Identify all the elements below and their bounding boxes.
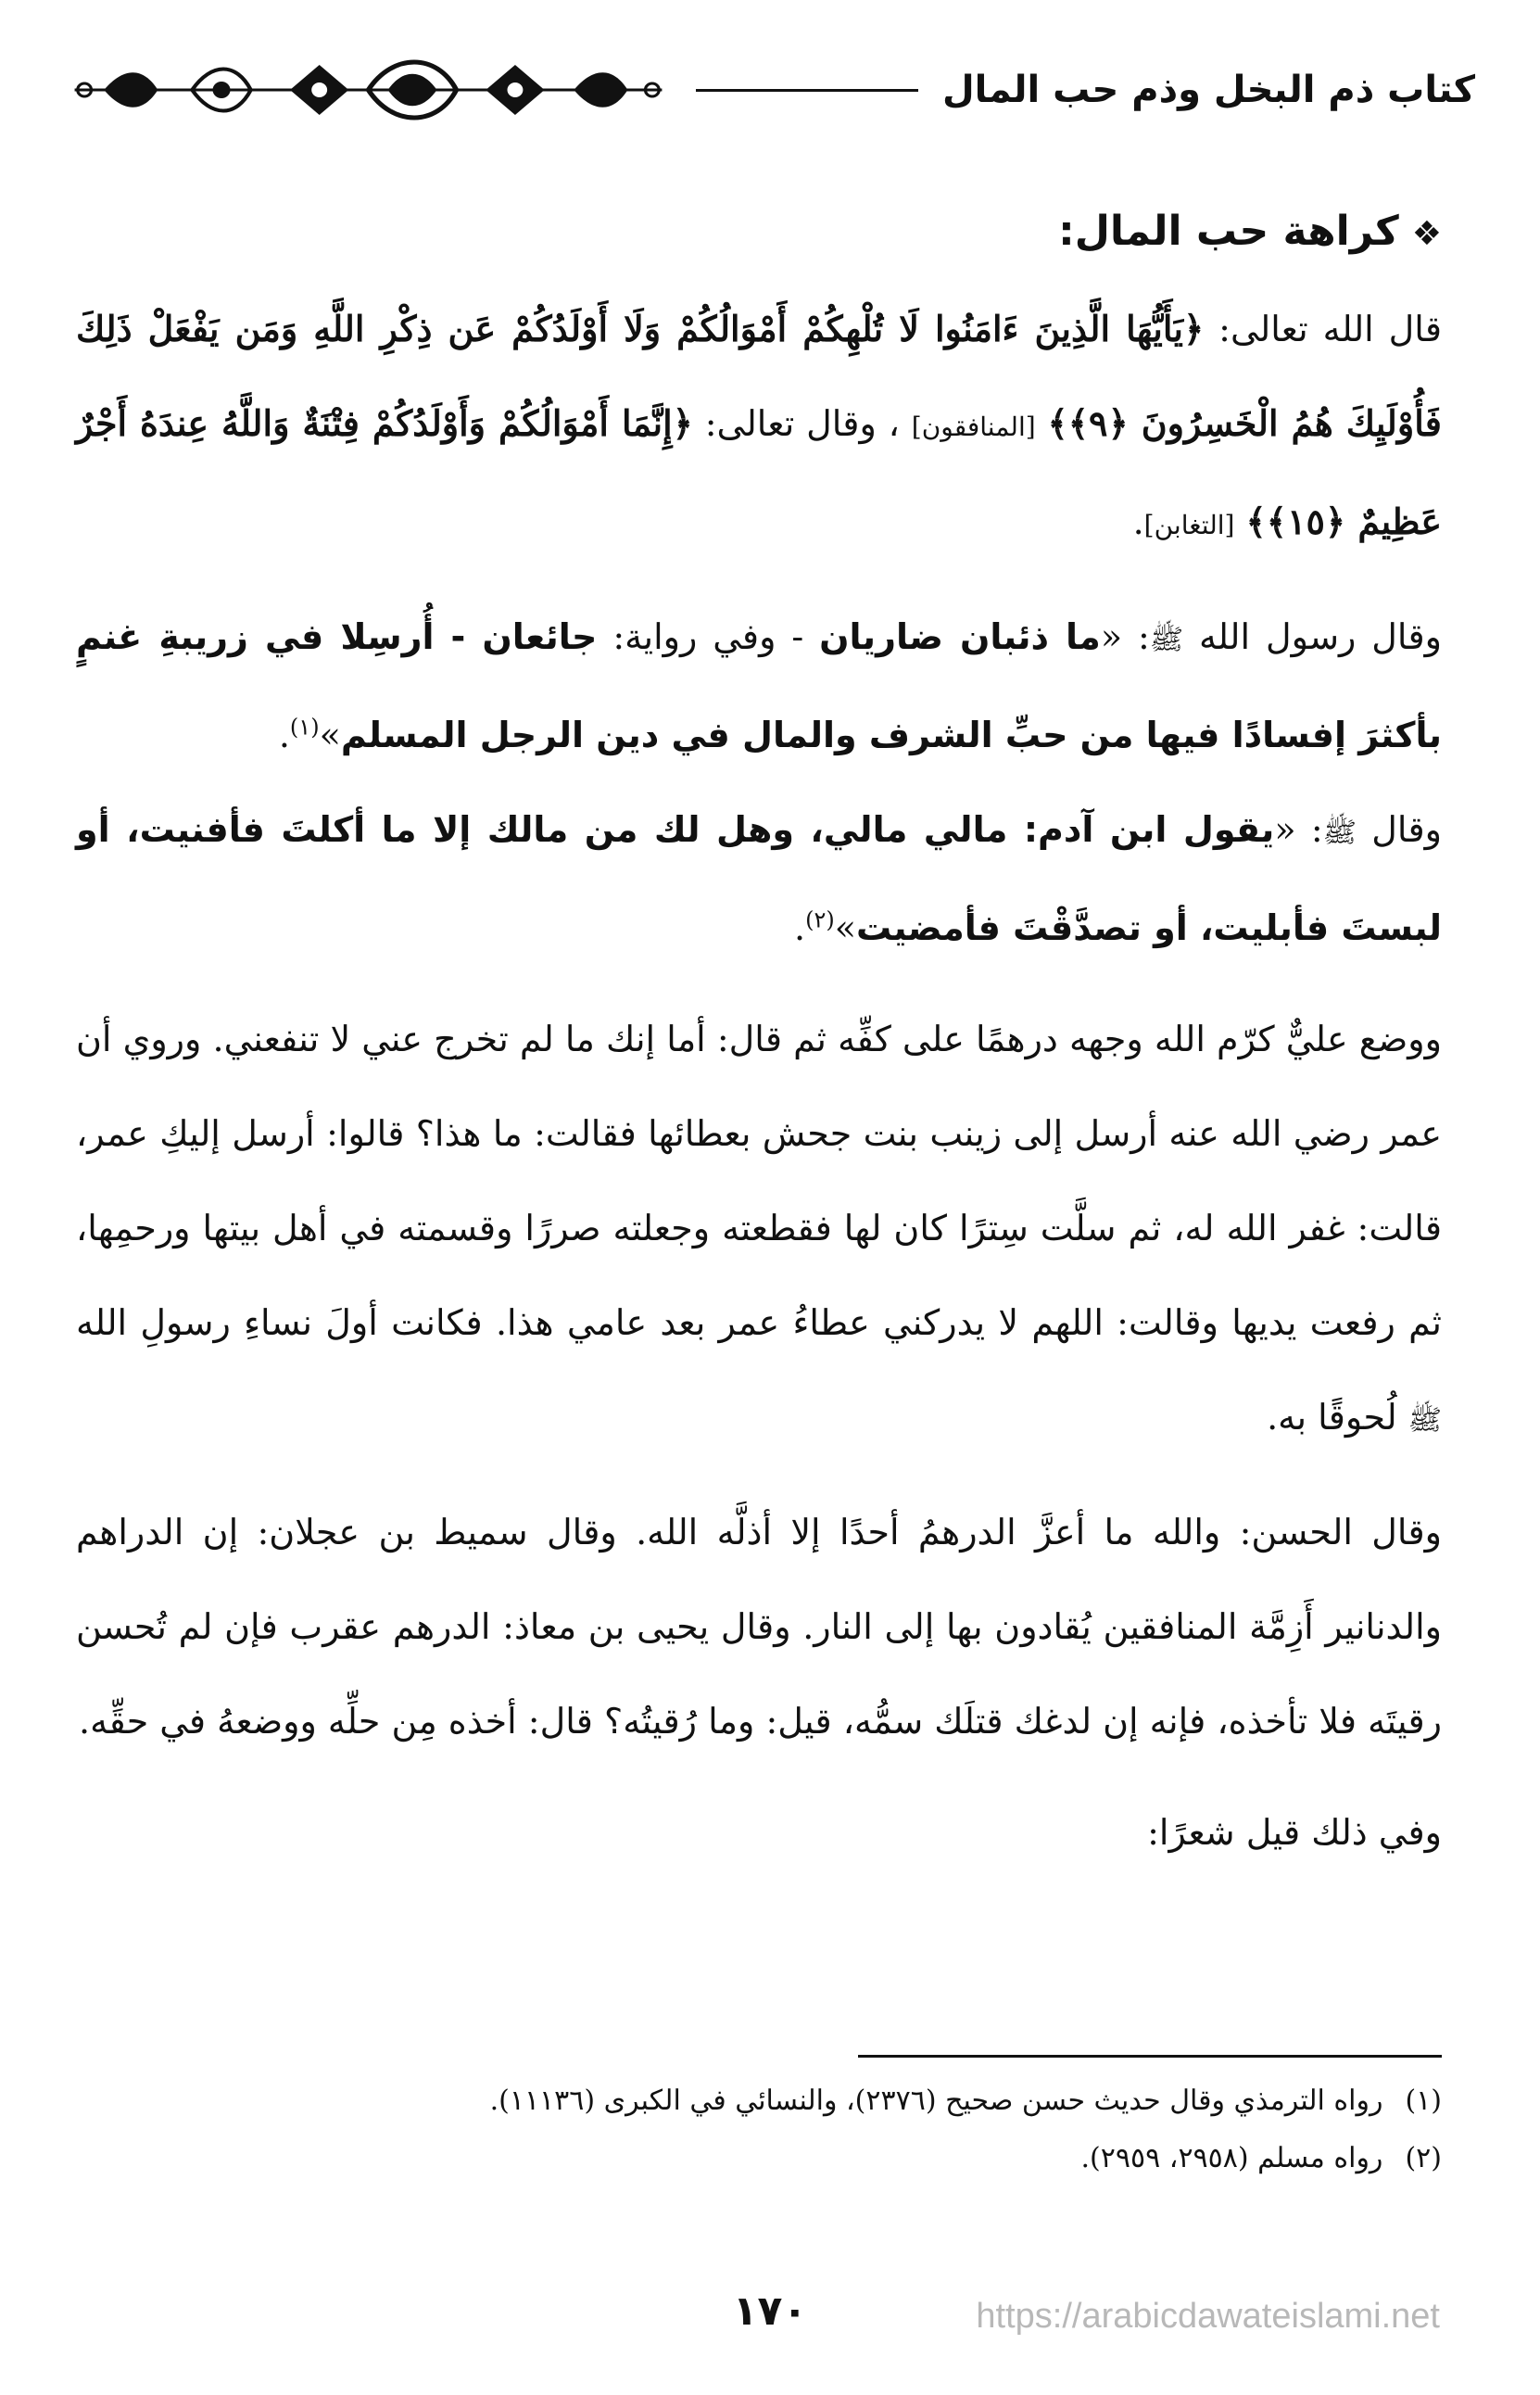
hadith-text: يقول ابن آدم: مالي مالي، وهل لك من مالك إلا ما أكلتَ فأفنيت، أو لبستَ فأبليت، أو تصدَّقْتَ فأمضيت [76, 809, 1442, 948]
punctuation: . [794, 907, 806, 948]
header-rule [696, 89, 918, 92]
punctuation: . [1132, 501, 1144, 542]
quran-verse: ﴿إِنَّمَا أَمْوَالُكُمْ وَأَوْلَدُكُمْ فِتْنَةٌ وَاللَّهُ عِندَهُ أَجْرٌ عَظِيمٌ ﴿١٥﴾﴾ [76, 402, 1442, 542]
diamond-bullet-icon: ❖ [1411, 215, 1442, 253]
hadith-text: جائعان - أُرسِلا في زريبةِ غنمٍ بأكثرَ إفسادًا فيها من حبِّ الشرف والمال في دين الرجل المسلم [76, 616, 1442, 755]
paragraph-poetry-intro [76, 1785, 1442, 1880]
paragraph-text: ووضع عليٌّ كرّم الله وجهه درهمًا على كفِّه ثم قال: أما إنك ما لم تخرج عني لا تنفعني. وروي أن عمر رضي الله عنه أرسل إلى زينب بنت جحش بعطائها فقالت: ما هذا؟ قالوا: أرسل إليكِ عمر، قالت: غفر الله له، ثم سلَّت سِترًا كان لها فقطعته وجعلته صررًا وقسمته في أهل بيتها ورحمِها، ثم رفعت يديها وقالت: اللهم لا يدركني عطاءُ عمر بعد عامي هذا. فكانت أولَ نساءِ رسولِ الله [76, 1019, 1442, 1343]
footnote-item [278, 2130, 1442, 2187]
footnote-separator [858, 2055, 1442, 2058]
paragraph-quran-verses [76, 282, 1442, 573]
hadith-text: ما ذئبان ضاريان [819, 616, 1101, 657]
punctuation: » [319, 715, 341, 755]
paragraph-text: وقال رسول الله [1183, 616, 1443, 657]
punctuation: : « [1274, 809, 1323, 850]
paragraph-text: وقال الحسن: والله ما أعزَّ الدرهمُ أحدًا إلا أذلَّه الله. وقال سميط بن عجلان: إن الدراهم والدنانير أَزِمَّة المنافقين يُقادون بها إلى النار. وقال يحيى بن معاذ: الدرهم عقرب فإن لم تُحسن رقيتَه فلا تأخذه، فإنه إن لدغك قتلَك سمُّه، قيل: وما رُقيتُه؟ قال: أخذه مِن حلِّه ووضعهُ في حقِّه. [76, 1512, 1442, 1742]
surah-reference: [المنافقون] [911, 412, 1036, 442]
footnote-number: (٢) [1405, 2142, 1442, 2174]
main-text [76, 190, 1442, 1896]
paragraph-hadith-1 [76, 589, 1442, 975]
footnote-marker[interactable]: (١) [289, 714, 320, 741]
paragraph-text: قال الله تعالى: [1204, 309, 1442, 349]
section-title: كراهة حب المال: [1058, 208, 1399, 255]
salawat-glyph: ﷺ [1407, 1404, 1442, 1437]
header-title: كتاب ذم البخل وذم حب المال [941, 69, 1475, 111]
footnote-number: (١) [1405, 2085, 1442, 2117]
watermark-url: https://arabicdawateislami.net [976, 2297, 1440, 2336]
surah-reference: [التغابن] [1143, 510, 1235, 540]
punctuation: » [834, 907, 857, 948]
paragraph-text: وفي ذلك قيل شعرًا: [1147, 1812, 1442, 1853]
running-header [65, 48, 1475, 132]
punctuation: . [278, 715, 290, 755]
footnote-marker[interactable]: (٢) [805, 906, 835, 933]
page-number: ١٧٠ [732, 2287, 808, 2335]
footnote-item [278, 2072, 1442, 2130]
paragraph-sayings [76, 1485, 1442, 1768]
paragraph-text: لُحوقًا به. [1267, 1397, 1408, 1438]
punctuation: : « [1100, 616, 1150, 657]
paragraph-ali-zaynab [76, 992, 1442, 1468]
salawat-glyph: ﷺ [1149, 624, 1184, 656]
footnote-text: رواه مسلم (٢٩٥٨، ٢٩٥٩). [1080, 2142, 1383, 2174]
paragraph-text: ، وقال تعالى: [692, 403, 900, 444]
section-heading [76, 190, 1442, 276]
arabesque-ornament-icon [65, 48, 672, 132]
footnote-text: رواه الترمذي وقال حديث حسن صحيح (٢٣٧٦)، والنسائي في الكبرى (١١١٣٦). [489, 2085, 1383, 2117]
paragraph-text: - وفي رواية: [597, 616, 820, 657]
quran-verse: ﴿يَأَيُّهَا الَّذِينَ ءَامَنُوا لَا تُلْهِكُمْ أَمْوَالُكُمْ وَلَا أَوْلَدُكُمْ عَن ذِكْرِ اللَّهِ وَمَن يَفْعَلْ ذَلِكَ فَأُوْلَيِكَ هُمُ الْخَسِرُونَ ﴿٩﴾﴾ [76, 308, 1442, 444]
paragraph-text: وقال [1356, 809, 1442, 850]
salawat-glyph: ﷺ [1322, 817, 1357, 849]
footnotes [278, 2072, 1442, 2187]
